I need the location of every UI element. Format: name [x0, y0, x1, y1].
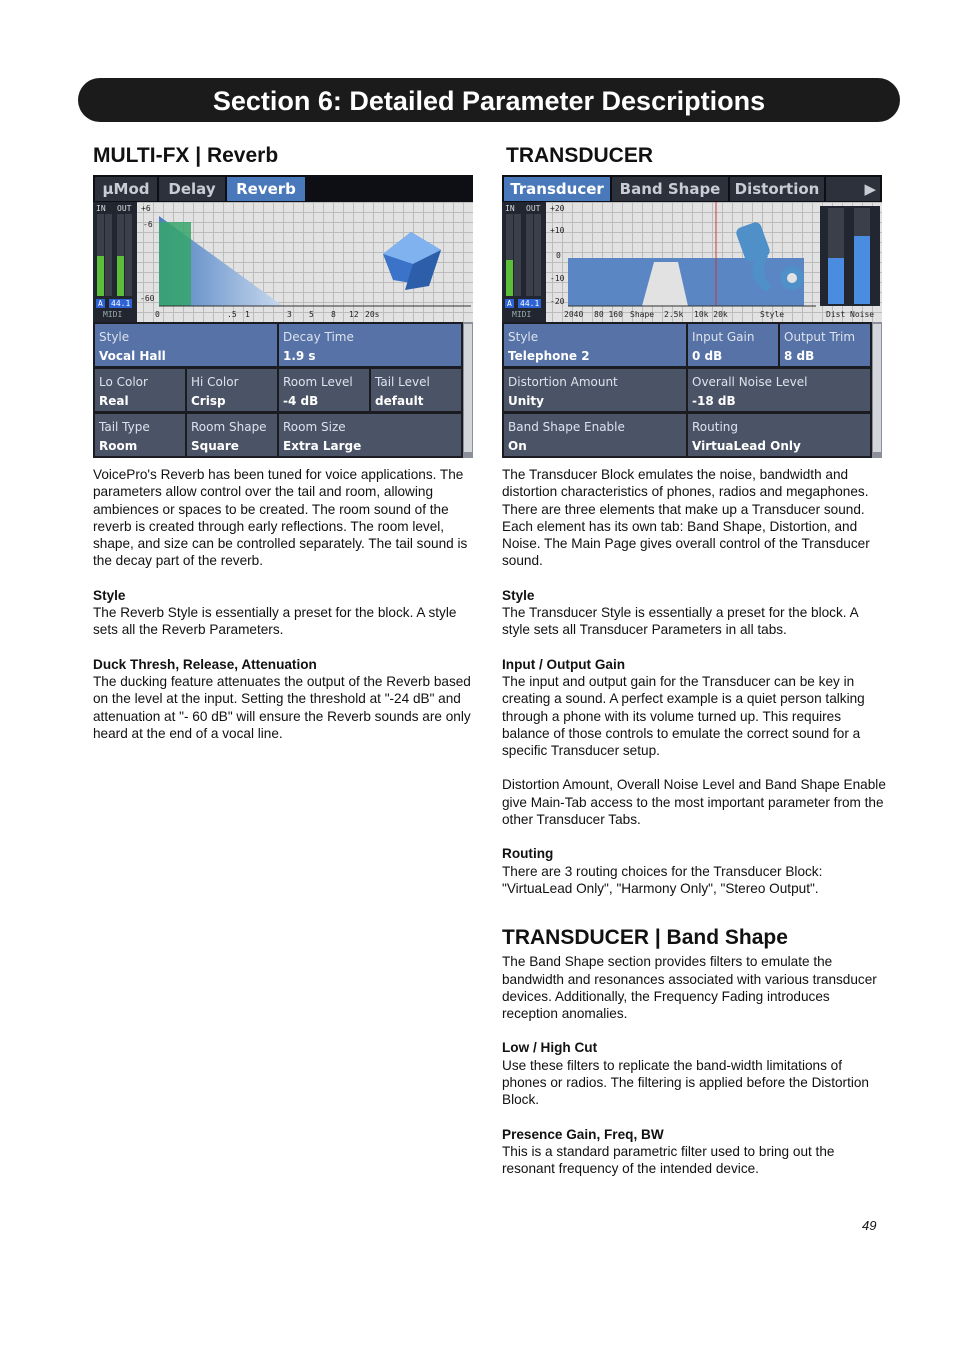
transducer-heading: TRANSDUCER [506, 144, 653, 167]
reverb-tab-bar [93, 175, 473, 202]
param-scrollbar[interactable] [463, 322, 473, 458]
y-tick: 0 [556, 251, 561, 260]
param-distortion-amount[interactable]: Distortion Amount Unity [504, 369, 686, 411]
x-tick: 5 [309, 310, 314, 319]
section-banner [78, 78, 900, 122]
reverb-duck-section [93, 656, 477, 742]
param-style[interactable]: Style Vocal Hall [95, 324, 277, 366]
param-routing[interactable]: Routing VirtuaLead Only [688, 414, 870, 456]
param-output-trim[interactable]: Output Trim 8 dB [780, 324, 870, 366]
rate-a-badge: A [507, 299, 512, 308]
tab-umod[interactable]: µMod [95, 177, 157, 201]
x-tick: 8 [331, 310, 336, 319]
transducer-description [502, 466, 886, 897]
y-tick: +6 [141, 204, 151, 213]
midi-label: MIDI [103, 310, 123, 319]
param-tail-type[interactable]: Tail Type Room [95, 414, 185, 456]
x-tick: 0 [155, 310, 160, 319]
param-overall-noise-level[interactable]: Overall Noise Level -18 dB [688, 369, 870, 411]
x-tick: 20s [365, 310, 380, 319]
transducer-gain-heading: Input / Output Gain [502, 656, 626, 672]
tab-band-shape[interactable]: Band Shape [612, 177, 728, 201]
param-band-shape-enable[interactable]: Band Shape Enable On [504, 414, 686, 456]
reverb-style-section [93, 587, 477, 639]
reverb-duck-text: The ducking feature attenuates the output of the Reverb based on the level at the input. Setting the threshold at "-24 dB" and attenuation at "- 60 dB" will ensure the Reverb sounds are only heard at the end of a vocal line. [93, 673, 471, 741]
page-number: 49 [862, 1218, 877, 1233]
bandshape-presence-heading: Presence Gain, Freq, BW [502, 1126, 664, 1142]
x-tick: 1 [245, 310, 250, 319]
in-meter-label: IN [96, 204, 106, 213]
transducer-routing-section [502, 845, 886, 897]
sample-rate-badge: 44.1 [111, 299, 131, 308]
y-tick: -20 [550, 297, 565, 306]
noise-label: Noise [850, 310, 875, 319]
transducer-gain-text: The input and output gain for the Transducer can be key in creating a sound. A perfect example is a quiet person talking through a phone with its volume turned up. This requires balance of those controls to emulate the correct sound for a specific Transducer setup. [502, 673, 865, 759]
transducer-screenshot [502, 175, 882, 458]
scroll-thumb[interactable] [464, 324, 472, 452]
dist-label: Dist [826, 310, 846, 319]
reverb-style-heading: Style [93, 587, 126, 603]
transducer-param-grid [502, 322, 872, 458]
transducer-style-section [502, 587, 886, 639]
reverb-decay-graph [93, 202, 473, 322]
bandshape-cut-text: Use these filters to replicate the band-width limitations of phones or radios. The filtering is applied before the Distortion Block. [502, 1057, 869, 1108]
x-tick: Style [760, 310, 785, 319]
sample-rate-badge: 44.1 [520, 299, 540, 308]
transducer-dist-text: Distortion Amount, Overall Noise Level and Band Shape Enable give Main-Tab access to the most important parameter from the other Transducer Tabs. [502, 777, 886, 828]
noise-meter [854, 208, 870, 304]
transducer-tab-bar [502, 175, 882, 202]
reverb-description [93, 466, 477, 742]
reverb-column [93, 140, 477, 759]
reverb-heading: MULTI-FX | Reverb [93, 144, 279, 167]
reverb-param-grid [93, 322, 463, 458]
transducer-style-heading: Style [502, 587, 535, 603]
x-tick: 10k 20k [694, 310, 728, 319]
x-tick: 12 [349, 310, 359, 319]
midi-label: MIDI [512, 310, 532, 319]
bandshape-presence-text: This is a standard parametric filter used to bring out the resonant frequency of the intended device. [502, 1143, 835, 1177]
dist-meter [828, 208, 844, 304]
param-input-gain[interactable]: Input Gain 0 dB [688, 324, 778, 366]
x-tick: Shape [630, 310, 655, 319]
bandshape-description [502, 953, 886, 1177]
reverb-style-text: The Reverb Style is essentially a preset for the block. A style sets all the Reverb Parameters. [93, 605, 457, 638]
param-tail-level[interactable]: Tail Level default [371, 369, 461, 411]
param-room-level[interactable]: Room Level -4 dB [279, 369, 369, 411]
y-tick: +20 [550, 204, 565, 213]
transducer-routing-heading: Routing [502, 846, 554, 862]
param-hi-color[interactable]: Hi Color Crisp [187, 369, 277, 411]
param-room-shape[interactable]: Room Shape Square [187, 414, 277, 456]
tab-delay[interactable]: Delay [159, 177, 225, 201]
reverb-screenshot [93, 175, 473, 458]
y-tick: -10 [550, 274, 565, 283]
x-tick: 80 160 [594, 310, 623, 319]
transducer-gain-section [502, 656, 886, 760]
transducer-style-text: The Transducer Style is essentially a preset for the block. A style sets all Transducer Parameters in all tabs. [502, 605, 858, 638]
decay-curve [93, 202, 473, 322]
x-tick: 2040 [564, 310, 584, 319]
param-scrollbar[interactable] [872, 322, 882, 458]
x-tick: .5 [227, 310, 237, 319]
param-decay-time[interactable]: Decay Time 1.9 s [279, 324, 461, 366]
tab-distortion[interactable]: Distortion [730, 177, 824, 201]
x-tick: 3 [287, 310, 292, 319]
param-style[interactable]: Style Telephone 2 [504, 324, 686, 366]
dist-noise-meters [820, 206, 880, 306]
transducer-routing-text: There are 3 routing choices for the Transducer Block: "VirtuaLead Only", "Harmony Only", "Stereo Output". [502, 863, 823, 896]
tab-next-arrow[interactable]: ▶ [826, 177, 880, 201]
transducer-intro: The Transducer Block emulates the noise, bandwidth and distortion characteristics of phones, radios and megaphones. There are three elements that make up a Transducer sound. Each element has its own tab: Band Shape, Distortion, and Noise. The Main Page gives overall control of the Transducer sound. [502, 467, 870, 569]
bandshape-heading: TRANSDUCER | Band Shape [502, 926, 788, 950]
param-room-size[interactable]: Room Size Extra Large [279, 414, 461, 456]
reverb-intro: VoicePro's Reverb has been tuned for voice applications. The parameters allow control over the tail and room, allowing ambiences or spaces to be created. The room sound of the reverb is created through early reflections. The room level, shape, and size can be controlled separately. The tail sound is the decay part of the reverb. [93, 467, 468, 569]
page-title: Section 6: Detailed Parameter Descriptions [212, 86, 766, 116]
y-tick: -60 [140, 294, 155, 303]
bandshape-cut-section [502, 1039, 886, 1108]
rate-a-badge: A [98, 299, 103, 308]
y-tick: -6 [143, 220, 153, 229]
transducer-eq-graph [502, 202, 882, 322]
y-tick: +10 [550, 226, 565, 235]
x-tick: 2.5k [664, 310, 684, 319]
reverb-duck-heading: Duck Thresh, Release, Attenuation [93, 656, 317, 672]
out-meter-label: OUT [117, 204, 132, 213]
scroll-thumb[interactable] [873, 324, 881, 452]
in-meter-label: IN [505, 204, 515, 213]
transducer-column [502, 140, 886, 1195]
bandshape-presence-section [502, 1126, 886, 1178]
bandshape-intro: The Band Shape section provides filters to emulate the bandwidth and resonances associated with various transducer devices. Additionally, the Frequency Fading introduces reception anomalies. [502, 954, 877, 1022]
tab-reverb[interactable]: Reverb [227, 177, 305, 201]
param-lo-color[interactable]: Lo Color Real [95, 369, 185, 411]
tab-transducer[interactable]: Transducer [504, 177, 610, 201]
bandshape-cut-heading: Low / High Cut [502, 1040, 598, 1056]
out-meter-label: OUT [526, 204, 541, 213]
